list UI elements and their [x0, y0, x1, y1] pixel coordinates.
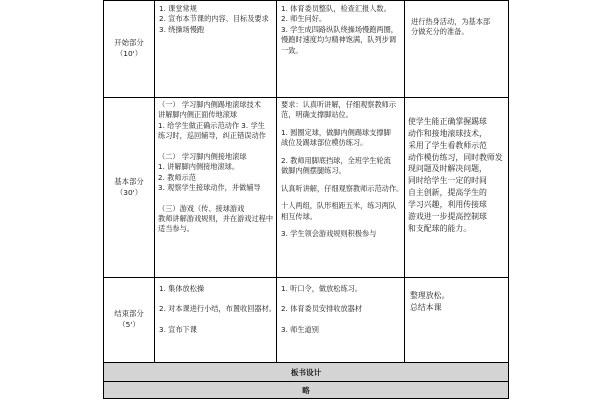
end-teacher-line: 1. 集体放松操	[159, 284, 205, 293]
lesson-plan-table	[103, 0, 509, 399]
start-student-line: 3. 学生成四路纵队绕操场慢跑两圈，	[281, 24, 398, 34]
basic-student-line: 3. 学生领会游戏规则积极参与	[281, 228, 377, 238]
basic-goal-line: 和支配球的能力。	[408, 223, 472, 233]
end-teacher-cell	[155, 278, 277, 363]
basic-goal-line: 游戏进一步提高控制球	[408, 211, 487, 221]
start-teacher-line: 1. 课堂常规	[159, 4, 197, 13]
start-goal-cell	[405, 1, 509, 98]
start-teacher-line: 3. 绕操场慢跑	[159, 24, 205, 34]
end-goal-cell	[405, 278, 509, 363]
basic-teacher-line: （一） 学习脚内侧踢地滚球技术	[158, 100, 261, 109]
board-title: 板书设计	[104, 363, 509, 382]
part-end-duration: （5'）	[118, 320, 140, 329]
basic-goal-line: 学习兴趣，利用传接球	[408, 200, 487, 210]
start-student-line: 2. 师生问好。	[281, 14, 327, 24]
basic-goal-line: 自主创新，提高学生的	[408, 188, 487, 198]
part-end-text: 结束部分	[114, 309, 144, 319]
end-goal-line: 总结本课	[410, 302, 442, 312]
basic-teacher-line: 教师讲解游戏规则，并在游戏过程中	[158, 213, 274, 223]
basic-teacher-line: 1. 讲解脚内侧接地滚球。	[158, 162, 240, 172]
row-basic	[104, 98, 509, 278]
end-student-line: 1. 听口令，做放松练习。	[281, 284, 363, 293]
basic-student-line: 认真听讲解，仔细观察教师示范动作。	[281, 183, 404, 193]
part-basic-label	[104, 98, 155, 278]
part-basic-text: 基本部分（30'）	[114, 176, 144, 197]
board-content: 略	[104, 382, 509, 399]
start-goal-line: 分做充分的准备。	[411, 27, 469, 37]
basic-teacher-line: 2. 教师示范	[158, 172, 196, 182]
basic-student-line: 相互传球。	[281, 211, 317, 221]
basic-goal-line: 同时给学生一定的时间	[408, 176, 487, 186]
basic-goal-line: 采用了学生看教师示范	[408, 140, 487, 150]
start-goal-line: 进行热身活动，为基本部	[411, 17, 491, 26]
row-board-content	[104, 382, 509, 399]
lesson-plan-sheet	[103, 0, 503, 400]
basic-teacher-line: 适当参与。	[158, 224, 194, 234]
basic-student-line: 十人两组，队形相距五米，练习两队	[281, 201, 397, 211]
basic-goal-line: 使学生能正确掌握踢球	[408, 117, 487, 126]
basic-teacher-line: 1. 给学生做正确示范动作 3. 学生	[158, 120, 265, 130]
basic-student-line: 要求：认真听讲解，仔细观察教师示	[281, 100, 397, 109]
basic-goal-cell	[405, 98, 509, 278]
start-student-line: 1. 体育委员整队，检查汇报人数。	[281, 4, 391, 13]
part-start-text: 开始部分（10'）	[114, 38, 144, 58]
basic-teacher-line: 练习时，巡回辅导，纠正错误动作	[158, 131, 266, 141]
end-student-line: 2. 体育委员安排收放器材	[281, 304, 363, 314]
basic-teacher-line: 讲解脚内侧正面传地滚球	[158, 110, 238, 120]
part-start-label	[104, 1, 155, 98]
basic-student-line: 战位及踢球部位模仿练习。	[281, 138, 368, 148]
end-goal-line: 整理放松。	[410, 291, 450, 300]
basic-teacher-line: （三）游戏（传、接球游戏	[158, 203, 245, 213]
start-student-cell	[277, 1, 405, 98]
basic-goal-line: 现问题及时解决问题，	[408, 164, 487, 174]
row-board-title	[104, 363, 509, 382]
end-student-cell	[277, 278, 405, 363]
start-student-line: 一致。	[281, 45, 303, 55]
basic-teacher-cell	[155, 98, 277, 278]
basic-student-line: 做脚内侧摆腿练习。	[281, 166, 346, 176]
start-teacher-cell	[155, 1, 277, 98]
part-end-label	[104, 278, 155, 363]
start-teacher-line: 2. 宣布本节课的内容、目标及要求	[159, 14, 269, 24]
basic-teacher-line: （二） 学习脚内侧接地滚球	[158, 151, 247, 161]
basic-student-line: 范，明确支撑脚站位。	[281, 110, 353, 120]
basic-goal-line: 动作模仿练习，同时教师发	[408, 152, 503, 162]
basic-student-cell	[277, 98, 405, 278]
end-student-line: 3. 师生道别	[281, 324, 319, 334]
basic-student-line: 2. 教师用脚底挡球，全班学生轮流	[281, 155, 391, 165]
start-student-line: 慢跑时速度均匀精神饱满，队列步调	[281, 35, 397, 45]
end-teacher-line: 2. 对本课进行小结，布置收回器材。	[159, 304, 276, 314]
row-start	[104, 1, 509, 98]
end-teacher-line: 3. 宣布下课	[159, 324, 197, 334]
basic-student-line: 1. 圆圈定球，做脚内侧踢球支撑脚	[281, 127, 391, 137]
basic-teacher-line: 3. 观察学生接球动作，并做辅导	[158, 183, 261, 193]
row-end	[104, 278, 509, 363]
basic-goal-line: 动作和接地滚球技术，	[408, 128, 487, 138]
